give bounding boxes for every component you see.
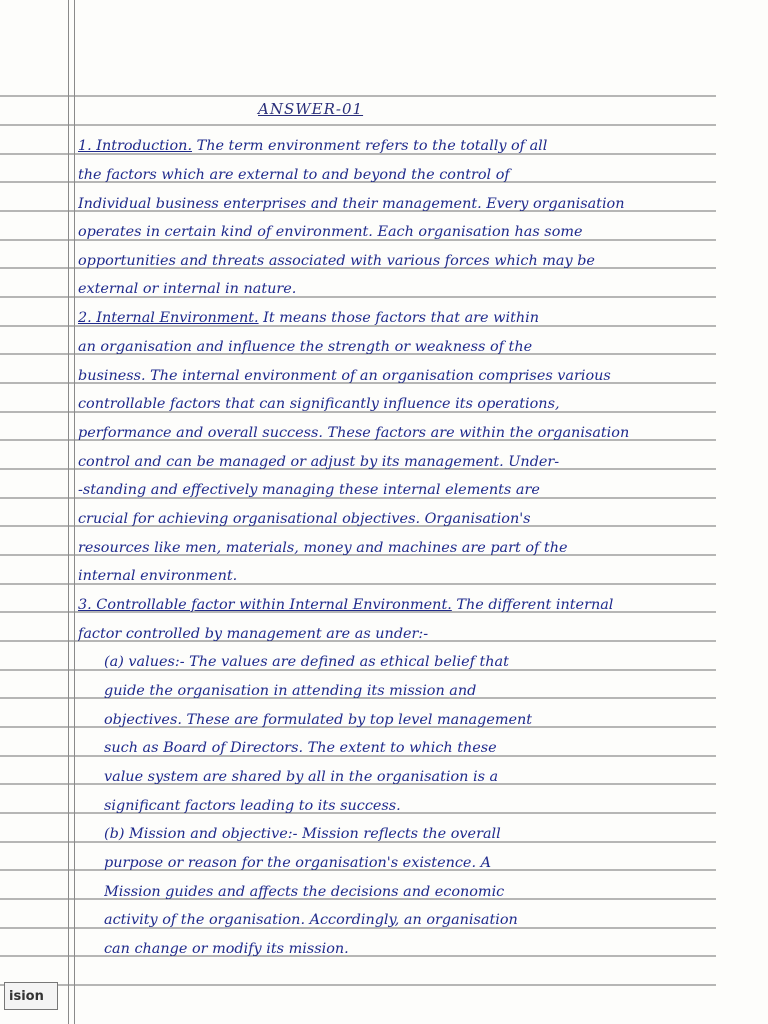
text-line: Mission guides and affects the decisions and economic — [104, 884, 505, 900]
corner-tag: ision — [4, 982, 58, 1010]
text-line: Individual business enterprises and their management. Every organisation — [78, 196, 625, 212]
text-line: purpose or reason for the organisation's existence. A — [104, 855, 491, 871]
text-line: control and can be managed or adjust by its management. Under- — [78, 454, 560, 470]
text-line: an organisation and influence the strength or weakness of the — [78, 339, 533, 355]
section-2-line-1 — [78, 304, 718, 333]
section-2-heading: 2. Internal Environment. — [78, 310, 259, 326]
text-line: performance and overall success. These factors are within the organisation — [78, 425, 630, 441]
text-line: resources like men, materials, money and machines are part of the — [78, 540, 568, 556]
text-line: factor controlled by management are as under:- — [78, 626, 429, 642]
text-line: operates in certain kind of environment. Each organisation has some — [78, 224, 583, 240]
answer-title: ANSWER-01 — [258, 100, 364, 118]
text-line: opportunities and threats associated with various forces which may be — [78, 253, 595, 269]
text-line: -standing and effectively managing these internal elements are — [78, 482, 540, 498]
text-line: can change or modify its mission. — [104, 941, 349, 957]
section-3-text: The different internal — [456, 597, 614, 613]
margin-line-left — [68, 0, 69, 1024]
text-line: external or internal in nature. — [78, 281, 297, 297]
text-line: business. The internal environment of an organisation comprises various — [78, 368, 611, 384]
text-line: objectives. These are formulated by top level management — [104, 712, 533, 728]
text-line: controllable factors that can significantly influence its operations, — [78, 396, 560, 412]
text-line: internal environment. — [78, 568, 238, 584]
section-3-heading: 3. Controllable factor within Internal Environment. — [78, 597, 452, 613]
text-line: value system are shared by all in the organisation is a — [104, 769, 499, 785]
text-line: crucial for achieving organisational objectives. Organisation's — [78, 511, 531, 527]
text-line: activity of the organisation. Accordingly, an organisation — [104, 912, 518, 928]
text-line: significant factors leading to its success. — [104, 798, 401, 814]
margin-line-right — [74, 0, 75, 1024]
section-3-line-1 — [78, 591, 718, 620]
section-1-text: The term environment refers to the totally of all — [196, 138, 548, 154]
text-line: the factors which are external to and beyond the control of — [78, 167, 510, 183]
text-line: such as Board of Directors. The extent to which these — [104, 740, 497, 756]
text-line: (a) values:- The values are defined as ethical belief that — [104, 654, 509, 670]
section-2-text: It means those factors that are within — [263, 310, 539, 326]
text-line: guide the organisation in attending its mission and — [104, 683, 477, 699]
section-1-heading: 1. Introduction. — [78, 138, 193, 154]
text-line: (b) Mission and objective:- Mission reflects the overall — [104, 826, 501, 842]
section-1-line-1 — [78, 132, 718, 161]
